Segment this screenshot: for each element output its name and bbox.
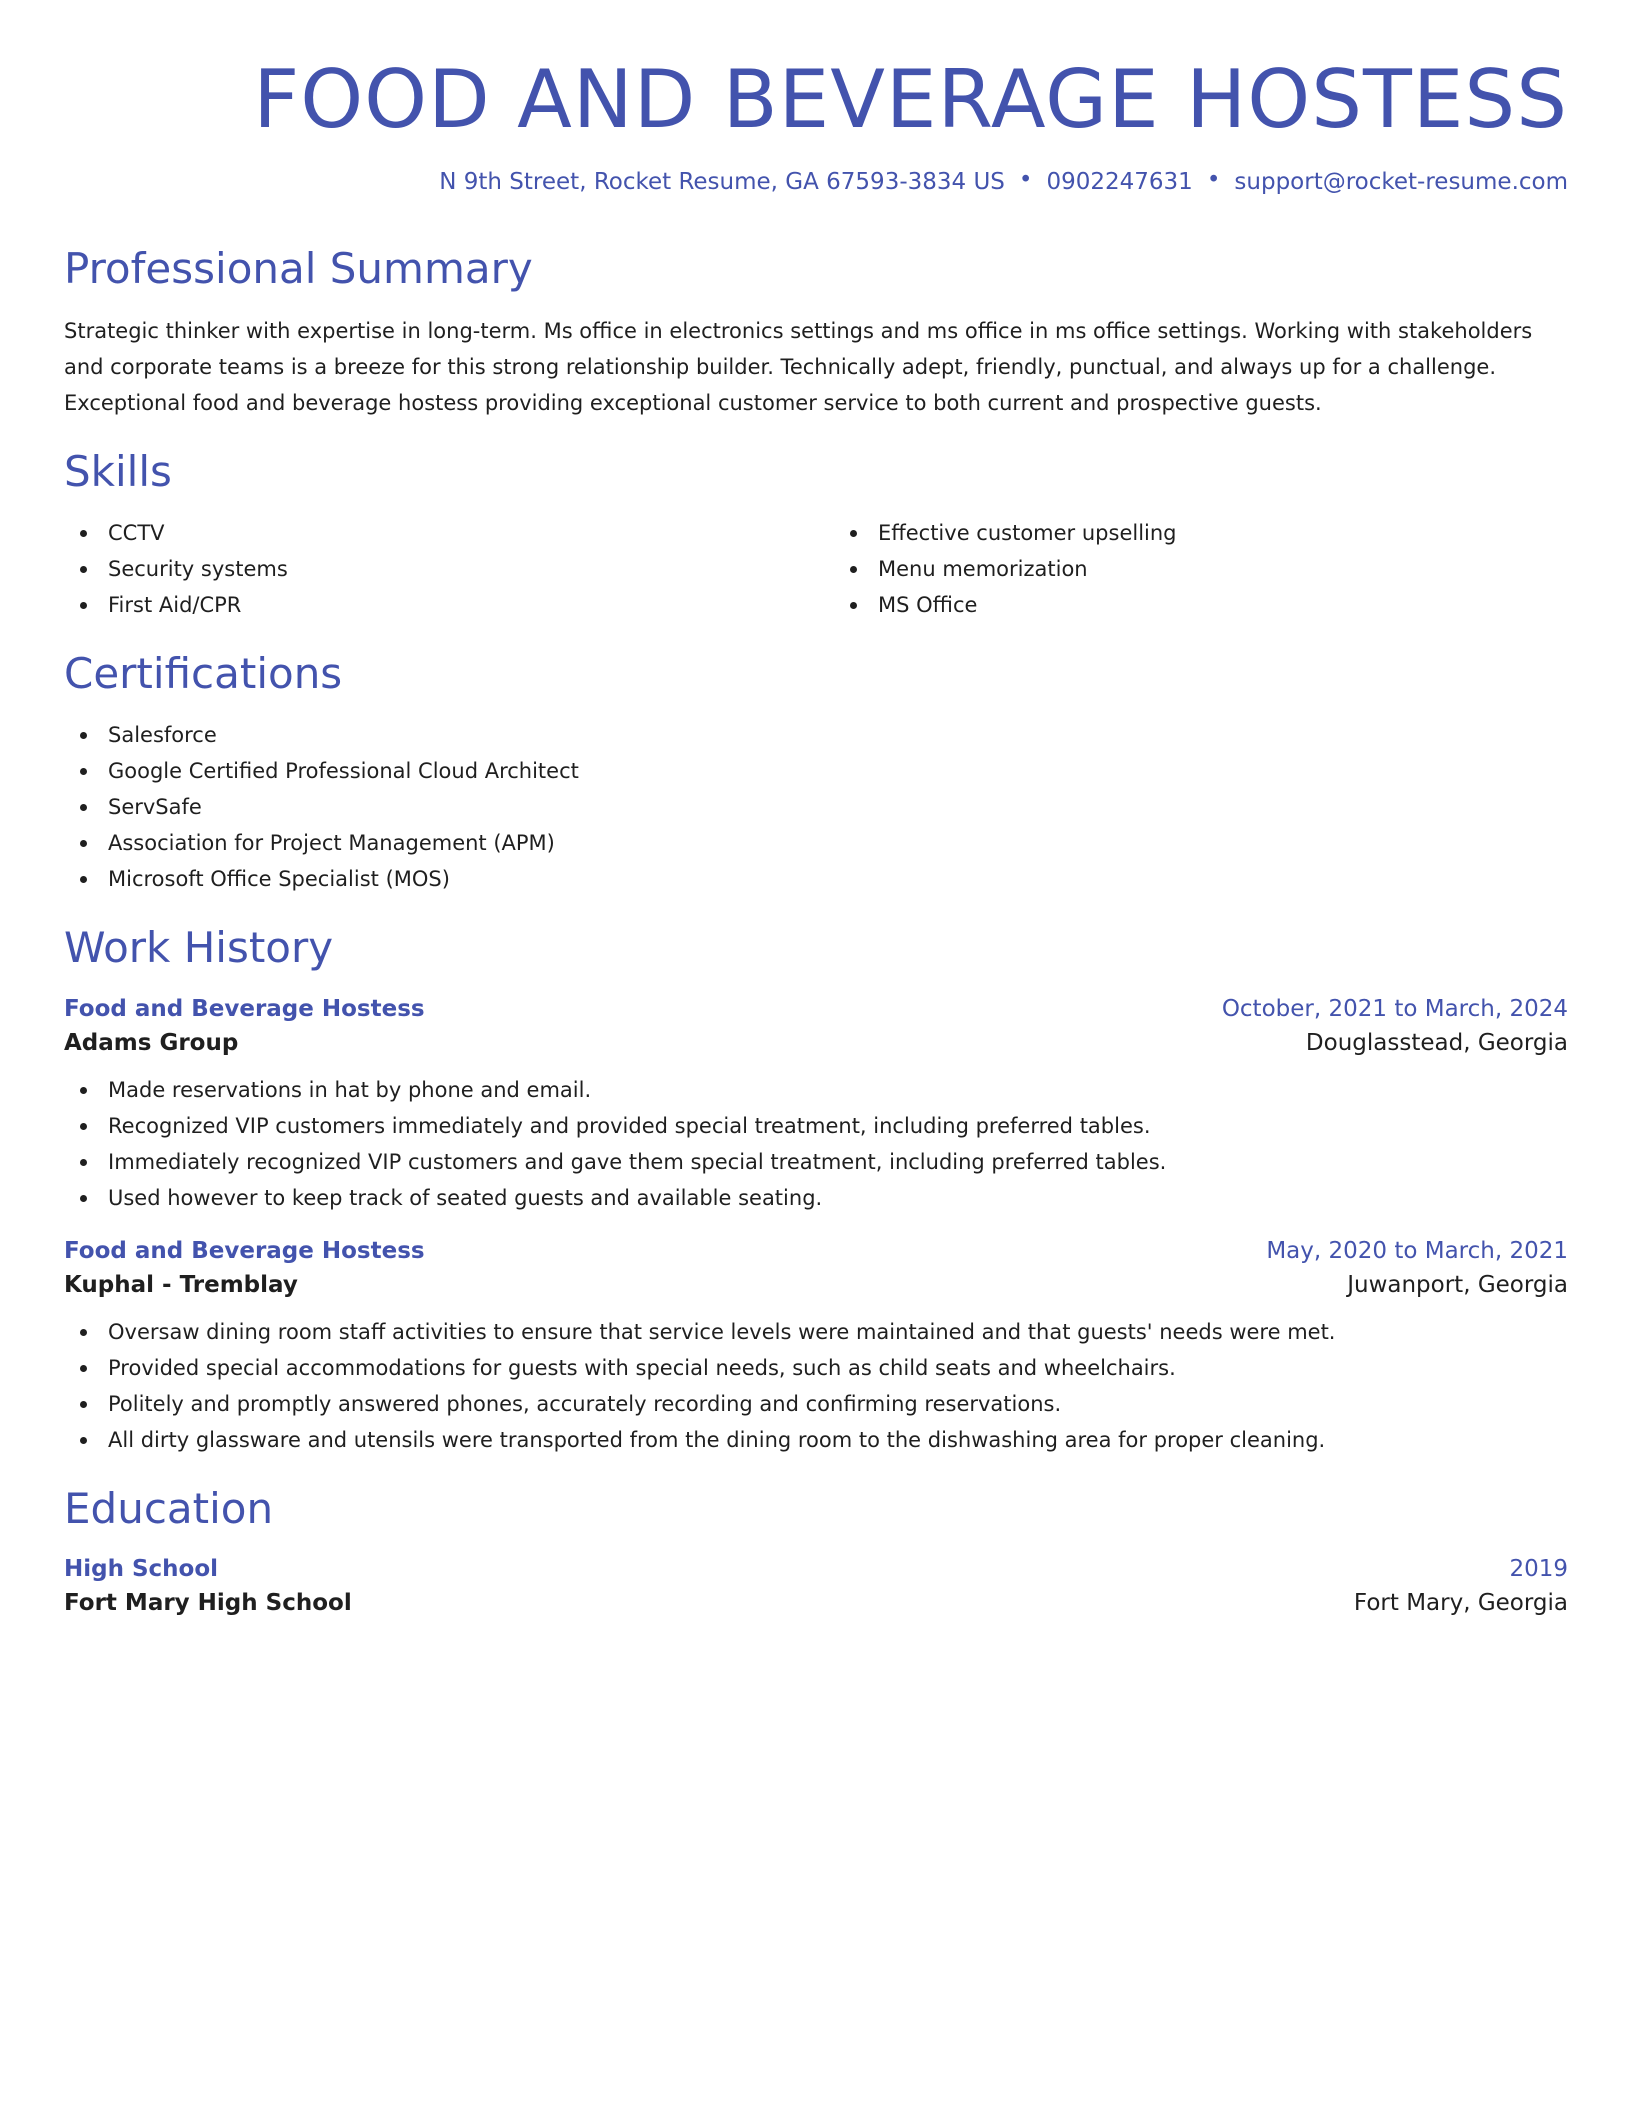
skills-column-left <box>64 515 816 623</box>
contact-address: N 9th Street, Rocket Resume, GA 67593-3834 US <box>439 169 1005 195</box>
contact-separator: • <box>1018 167 1033 193</box>
skill-item: Security systems <box>64 551 816 587</box>
duty-item: Recognized VIP customers immediately and provided special treatment, including preferred tables. <box>64 1108 1568 1144</box>
bullet-dot <box>80 602 87 609</box>
summary-text: Strategic thinker with expertise in long-term. Ms office in electronics settings and ms office in ms office settings. Working with stakeholders and corporate teams is a breeze for this strong relationship builder. Technically adept, friendly, punctual, and always up for a challenge. Exceptional food and beverage hostess providing exceptional customer service to both current and prospective guests. <box>64 318 1533 415</box>
bullet-dot <box>80 732 87 739</box>
certification-item: Google Certified Professional Cloud Architect <box>64 753 1568 789</box>
job-location: Douglasstead, Georgia <box>1305 1029 1568 1056</box>
education-subheader <box>64 1590 1568 1616</box>
summary-heading: Professional Summary <box>64 244 533 294</box>
bullet-dot <box>850 530 857 537</box>
duty-item: Provided special accommodations for guests with special needs, such as child seats and wheelchairs. <box>64 1350 1568 1386</box>
certification-item: ServSafe <box>64 789 1568 825</box>
certifications-list <box>64 717 1568 897</box>
job-duties <box>64 1314 1568 1458</box>
job-header <box>64 1238 1568 1264</box>
skills-heading: Skills <box>64 446 172 496</box>
resume-name: FOOD AND BEVERAGE HOSTESS <box>253 53 1568 146</box>
skills-column-right <box>816 515 1568 623</box>
skill-item: First Aid/CPR <box>64 587 816 623</box>
bullet-dot <box>80 1159 87 1166</box>
job-entry <box>64 996 1568 1216</box>
bullet-dot <box>850 566 857 573</box>
job-dates: October, 2021 to March, 2024 <box>1221 995 1568 1022</box>
bullet-dot <box>80 768 87 775</box>
bullet-dot <box>80 1123 87 1130</box>
work-history-heading: Work History <box>64 923 334 973</box>
bullet-dot <box>80 1365 87 1372</box>
education-header <box>64 1556 1568 1582</box>
bullet-dot <box>80 1437 87 1444</box>
contact-separator: • <box>1206 167 1221 193</box>
bullet-dot <box>80 1329 87 1336</box>
bullet-dot <box>80 566 87 573</box>
contact-line <box>64 166 1568 198</box>
duty-item: All dirty glassware and utensils were transported from the dining room to the dishwashing area for proper cleaning. <box>64 1422 1568 1458</box>
job-duties <box>64 1072 1568 1216</box>
job-subheader <box>64 1272 1568 1298</box>
job-header <box>64 996 1568 1022</box>
certification-item: Microsoft Office Specialist (MOS) <box>64 861 1568 897</box>
skill-item: CCTV <box>64 515 816 551</box>
certification-item: Salesforce <box>64 717 1568 753</box>
duty-item: Immediately recognized VIP customers and gave them special treatment, including preferred tables. <box>64 1144 1568 1180</box>
job-entry <box>64 1238 1568 1458</box>
contact-email: support@rocket-resume.com <box>1234 169 1568 195</box>
job-location: Juwanport, Georgia <box>1347 1271 1568 1298</box>
bullet-dot <box>80 804 87 811</box>
skill-item: Effective customer upselling <box>834 515 1568 551</box>
education-degree: High School <box>64 1556 219 1583</box>
education-school: Fort Mary High School <box>64 1590 352 1617</box>
bullet-dot <box>80 1401 87 1408</box>
job-company: Kuphal - Tremblay <box>64 1271 298 1298</box>
bullet-dot <box>80 840 87 847</box>
skills-list <box>64 515 1568 623</box>
duty-item: Made reservations in hat by phone and email. <box>64 1072 1568 1108</box>
bullet-dot <box>850 602 857 609</box>
job-dates: May, 2020 to March, 2021 <box>1266 1237 1568 1264</box>
education-heading: Education <box>64 1483 274 1533</box>
certification-item: Association for Project Management (APM) <box>64 825 1568 861</box>
bullet-dot <box>80 1195 87 1202</box>
certifications-heading: Certifications <box>64 648 343 698</box>
skill-item: MS Office <box>834 587 1568 623</box>
bullet-dot <box>80 876 87 883</box>
job-role: Food and Beverage Hostess <box>64 1237 425 1264</box>
duty-item: Oversaw dining room staff activities to ensure that service levels were maintained and that guests' needs were met. <box>64 1314 1568 1350</box>
job-subheader <box>64 1030 1568 1056</box>
skill-item: Menu memorization <box>834 551 1568 587</box>
bullet-dot <box>80 1087 87 1094</box>
bullet-dot <box>80 530 87 537</box>
contact-phone: 0902247631 <box>1046 169 1193 195</box>
education-location: Fort Mary, Georgia <box>1353 1590 1568 1617</box>
job-company: Adams Group <box>64 1029 239 1056</box>
education-year: 2019 <box>1509 1556 1568 1583</box>
duty-item: Politely and promptly answered phones, accurately recording and confirming reservations. <box>64 1386 1568 1422</box>
education-entry <box>64 1556 1568 1616</box>
duty-item: Used however to keep track of seated guests and available seating. <box>64 1180 1568 1216</box>
job-role: Food and Beverage Hostess <box>64 995 425 1022</box>
